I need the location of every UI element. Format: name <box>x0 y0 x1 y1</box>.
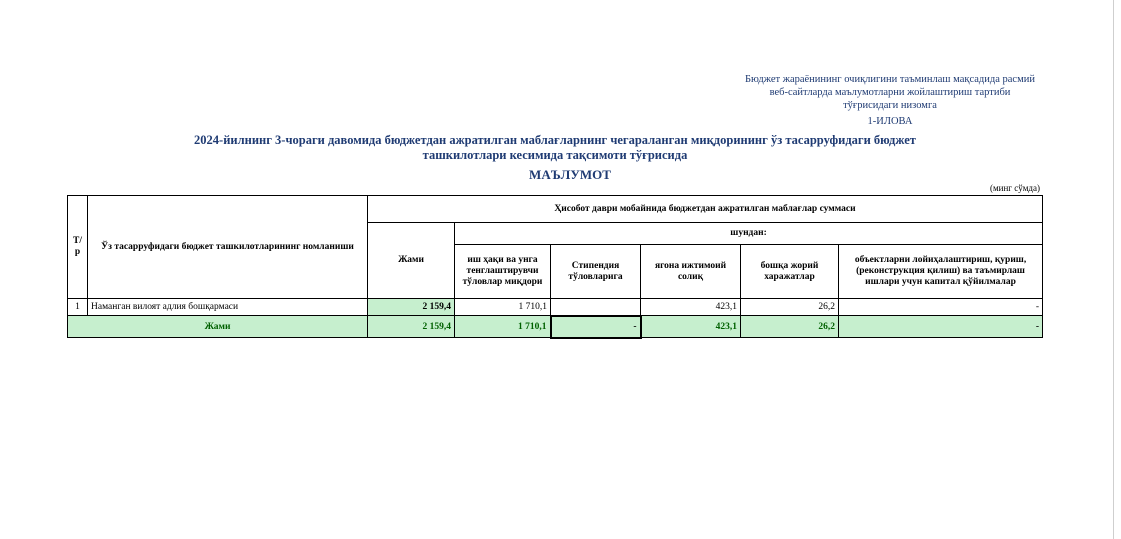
header-group: Ҳисобот даври мобайнида бюджетдан ажратилган маблағлар суммаси <box>368 196 1043 223</box>
org-name: Наманган вилоят адлия бошқармаси <box>88 299 368 316</box>
header-num: Т/р <box>68 196 88 299</box>
unit-note: (минг сўмда) <box>989 183 1040 193</box>
header-capital: объектларни лойиҳалаштириш, қуриш, (реконструкция қилиш) ва таъмирлаш ишлари учун капитал қўйилмалар <box>839 245 1043 299</box>
cell-salary: 1 710,1 <box>455 299 551 316</box>
header-org: Ўз тасарруфидаги бюджет ташкилотларининг номланиши <box>88 196 368 299</box>
total-row <box>68 316 1043 338</box>
cell-capital: - <box>839 299 1043 316</box>
header-including: шундан: <box>455 223 1043 245</box>
cell-other: 26,2 <box>741 299 839 316</box>
cell-total: 2 159,4 <box>368 299 455 316</box>
total-label: Жами <box>68 316 368 338</box>
total-capital: - <box>839 316 1043 338</box>
header-row <box>68 196 1043 223</box>
annex-note-line: Бюджет жараёнининг очиқлигини таъминлаш мақсадида расмий <box>745 74 1035 85</box>
total-other: 26,2 <box>741 316 839 338</box>
table-row <box>68 299 1043 316</box>
document-title-line: ташкилотлари кесимида тақсимоти тўғрисида <box>422 148 688 162</box>
total-social-tax: 423,1 <box>641 316 741 338</box>
total-salary: 1 710,1 <box>455 316 551 338</box>
document-title <box>170 133 940 163</box>
cell-stipend <box>551 299 641 316</box>
annex-number: 1-ИЛОВА <box>867 116 913 127</box>
cell-social-tax: 423,1 <box>641 299 741 316</box>
header-social-tax: ягона ижтимоий солиқ <box>641 245 741 299</box>
document-heading: МАЪЛУМОТ <box>529 167 611 182</box>
header-total: Жами <box>368 223 455 299</box>
row-number: 1 <box>68 299 88 316</box>
header-stipend: Стипендия тўловларига <box>551 245 641 299</box>
page-edge <box>1113 0 1114 539</box>
annex-note <box>720 73 1060 112</box>
header-salary: иш ҳақи ва унга тенглаштирувчи тўловлар миқдори <box>455 245 551 299</box>
annex-note-line: тўғрисидаги низомга <box>843 100 937 111</box>
budget-table <box>67 195 1043 339</box>
annex-note-line: веб-сайтларда маълумотларни жойлаштириш тартиби <box>769 87 1011 98</box>
total-total: 2 159,4 <box>368 316 455 338</box>
document-title-line: 2024-йилнинг 3-чораги давомида бюджетдан ажратилган маблағларнинг чегараланган миқдорининг ўз тасарруфидаги бюджет <box>194 133 916 147</box>
total-stipend: - <box>551 316 641 338</box>
header-other: бошқа жорий харажатлар <box>741 245 839 299</box>
